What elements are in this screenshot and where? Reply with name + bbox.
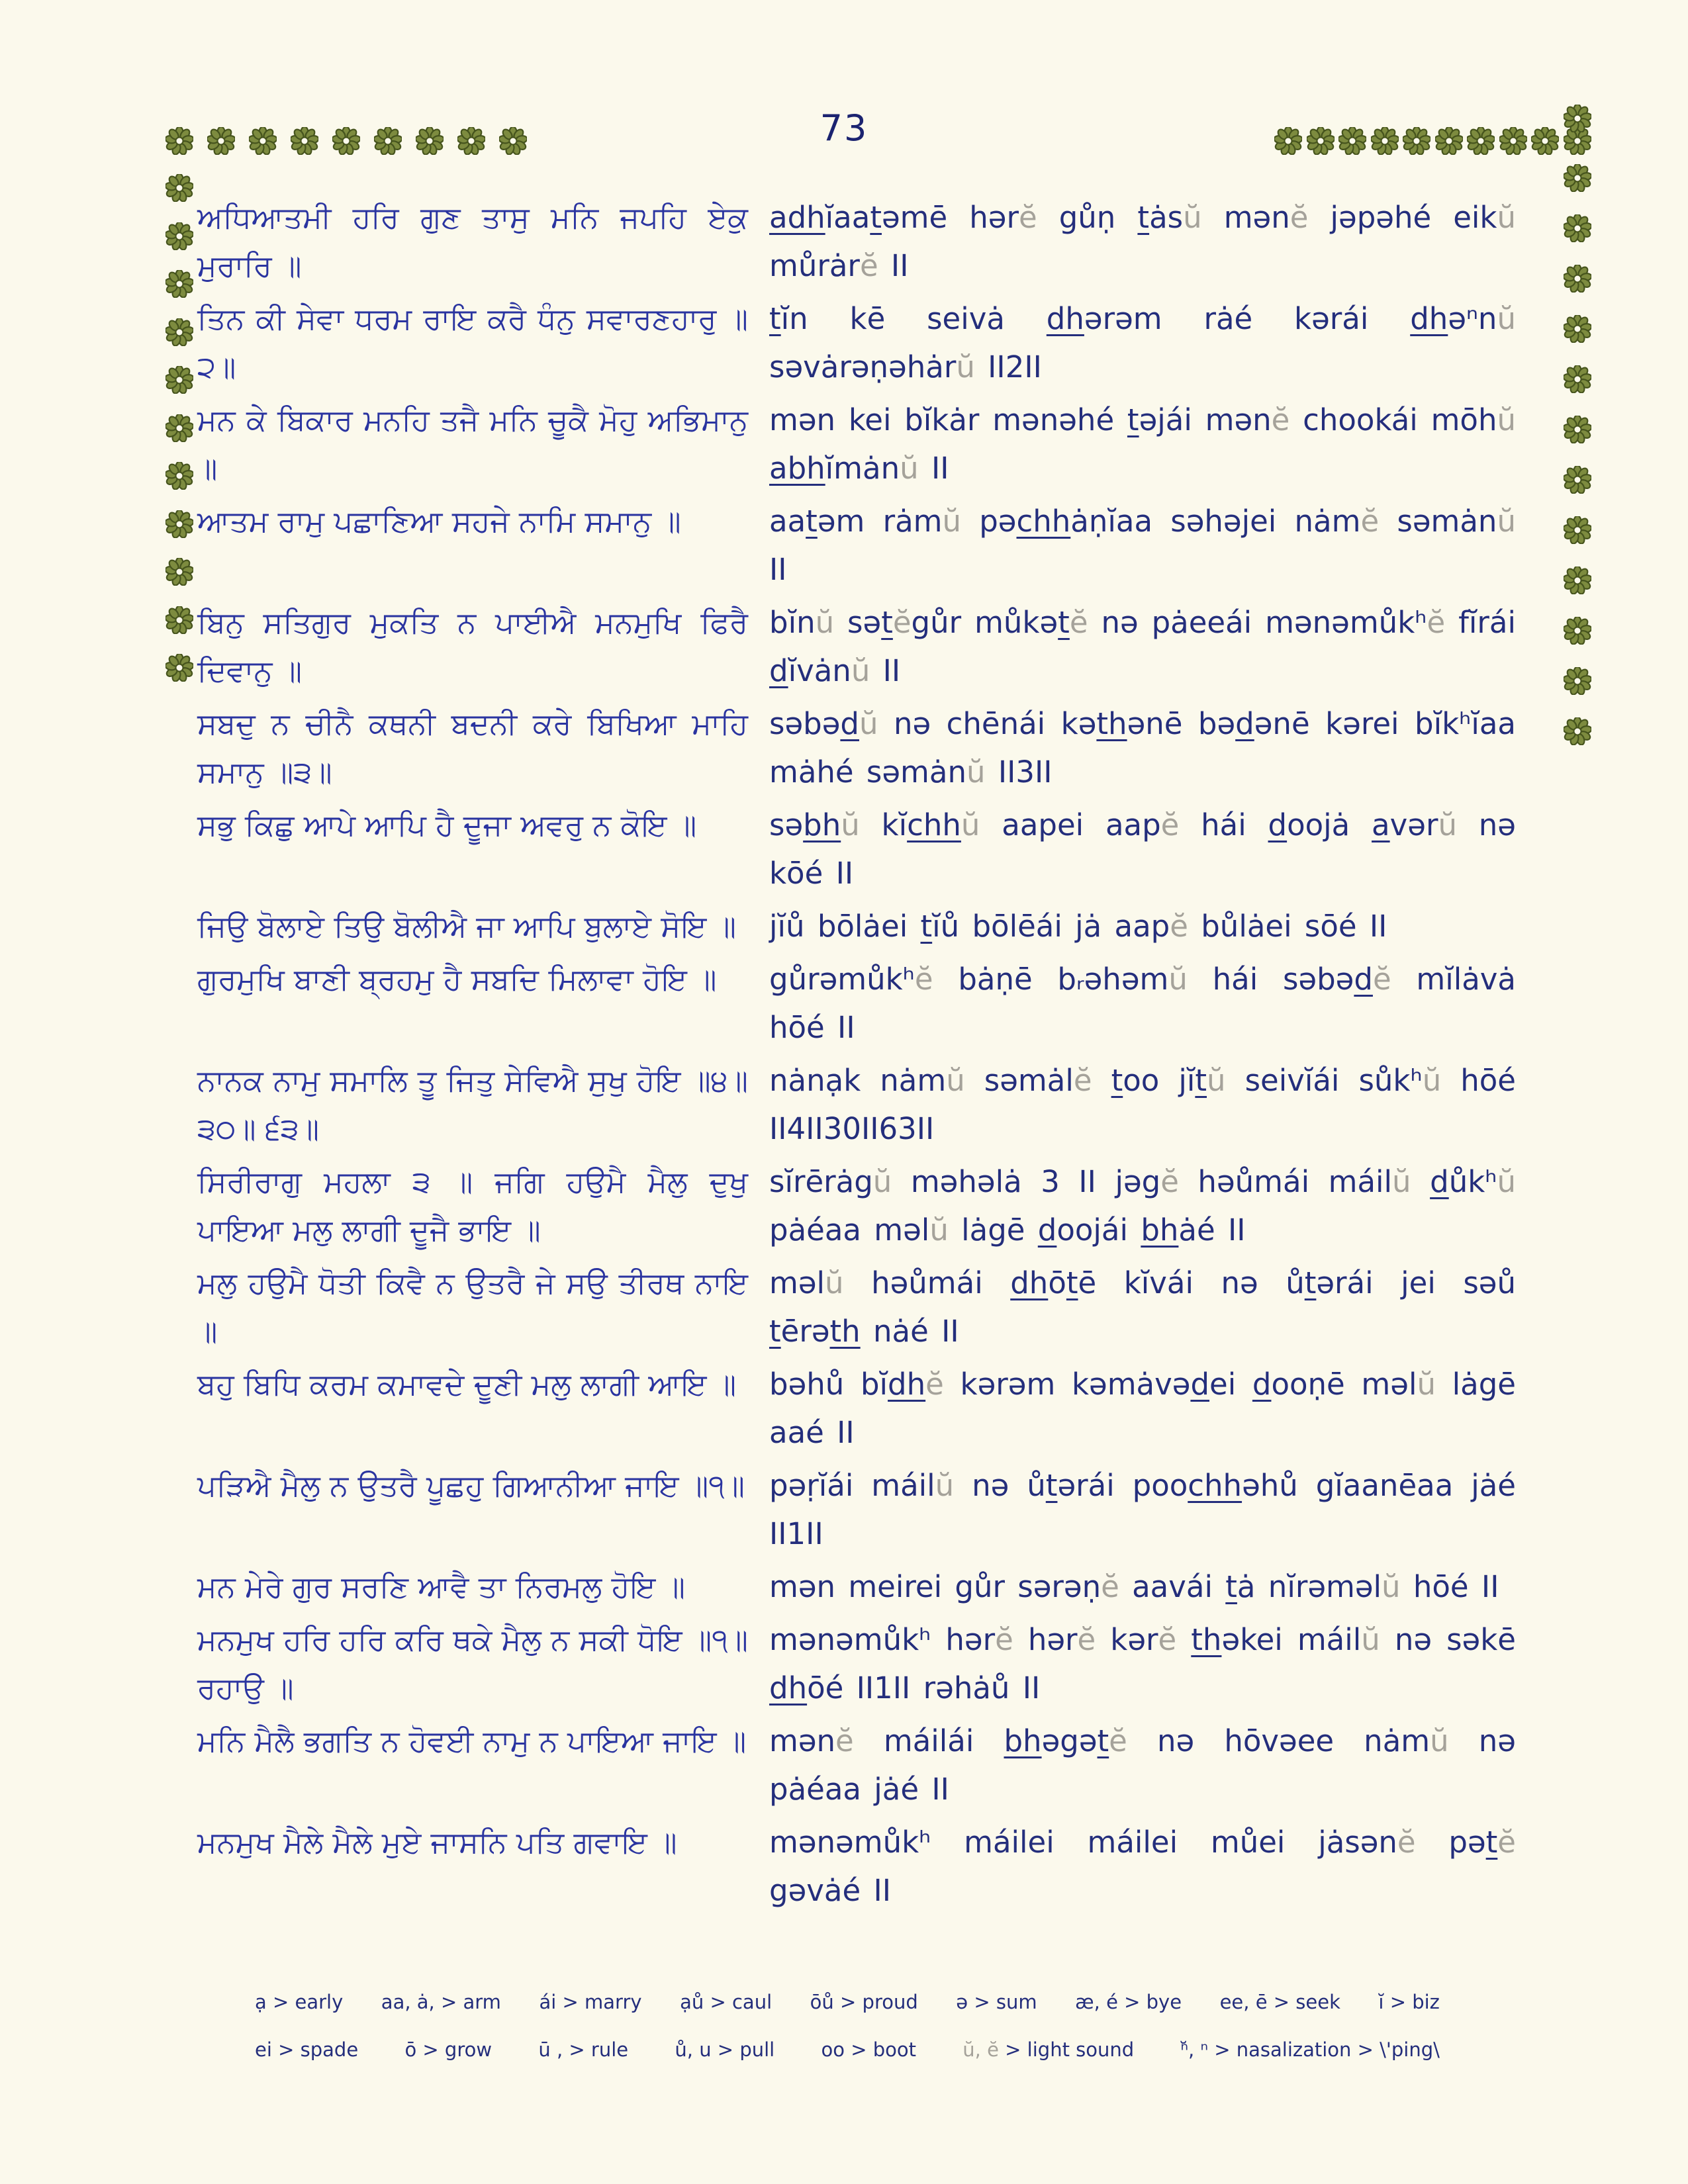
flower-icon [1564,315,1591,343]
gurmukhi-text: ਮਨ ਕੇ ਬਿਕਾਰ ਮਨਹਿ ਤਜੈ ਮਨਿ ਚੂਕੈ ਮੋਹੁ ਅਭਿਮਾਨੁ ॥ [197,402,748,486]
flower-icon [249,127,277,155]
flower-icon [165,222,193,250]
transliteration-text: mənəmůkʰ máilei máilei můei jȧsənĕ pətĕ gəvȧé II [769,1825,1516,1908]
flower-icon [165,654,193,682]
transliteration-text: gůrəmůkʰĕ bȧṇē bᵣəhəmŭ hái səbədĕ mĭlȧvȧ hōé II [769,962,1516,1045]
transliteration-text: bəhů bĭdhĕ kərəm kəmȧvədei dooṇē məlŭ lȧgē aaé II [769,1367,1516,1450]
flower-icon [1467,127,1495,155]
gurmukhi-text: ਸਿਰੀਰਾਗੁ ਮਹਲਾ ੩ ॥ ਜਗਿ ਹਉਮੈ ਮੈਲੁ ਦੁਖੁ ਪਾਇਆ ਮਲੁ ਲਾਗੀ ਦੂਜੈ ਭਾਇ ॥ [197,1164,748,1248]
legend-item: ĭ > biz [1378,1991,1440,2013]
flower-icon [165,174,193,202]
flower-icon [165,510,193,538]
transliteration-text: mənəmůkʰ hərĕ hərĕ kərĕ thəkei máilŭ nə səkē dhōé II1II rəhȧů II [769,1622,1516,1706]
flower-icon [165,558,193,586]
flower-icon [1564,416,1591,443]
legend-row-1 [255,1991,1440,2013]
flower-icon [207,127,235,155]
transliteration-text: aatəm rȧmŭ pəchhȧṇĭaa səhəjei nȧmĕ səmȧnŭ II [769,504,1516,587]
flower-icon [1371,127,1399,155]
flower-icon [416,127,444,155]
flower-icon [1274,127,1302,155]
gurmukhi-text: ਤਿਨ ਕੀ ਸੇਵਾ ਧਰਮ ਰਾਇ ਕਰੈ ਧੰਨੁ ਸਵਾਰਣਹਾਰੁ ॥੨॥ [197,301,748,385]
flower-icon [457,127,485,155]
transliteration-text: sĭrērȧgŭ məhəlȧ 3 II jəgĕ həůmái máilŭ důkʰŭ pȧéaa məlŭ lȧgē doojái bhȧé II [769,1164,1516,1248]
legend-row-2 [255,2038,1440,2061]
gurmukhi-text: ਬਹੁ ਬਿਧਿ ਕਰਮ ਕਮਾਵਦੇ ਦੂਣੀ ਮਲੁ ਲਾਗੀ ਆਇ ॥ [197,1367,737,1402]
flower-icon [1499,127,1527,155]
gurmukhi-text: ਜਿਉ ਬੋਲਾਏ ਤਿਉ ਬੋਲੀਐ ਜਾ ਆਪਿ ਬੁਲਾਏ ਸੋਇ ॥ [197,909,737,944]
flower-icon [1564,617,1591,645]
page-number: 73 [820,107,868,149]
flower-icon [1307,127,1335,155]
flower-icon [1531,127,1559,155]
gurmukhi-text: ਅਧਿਆਤਮੀ ਹਰਿ ਗੁਣ ਤਾਸੁ ਮਨਿ ਜਪਹਿ ਏਕੁ ਮੁਰਾਰਿ ॥ [197,200,748,283]
legend-item: ái > marry [539,1991,642,2013]
flower-icon [165,366,193,394]
verse-table [197,193,1516,1915]
transliteration-text: jĭů bōlȧei tĭů bōlēái jȧ aapĕ bůlȧei sōé II [769,909,1387,944]
legend-item: ei > spade [255,2038,359,2061]
flower-icon [165,270,193,298]
gurmukhi-text: ਸਭੁ ਕਿਛੁ ਆਪੇ ਆਪਿ ਹੈ ਦੂਜਾ ਅਵਰੁ ਨ ਕੋਇ ॥ [197,807,697,842]
legend-item: oo > boot [821,2038,916,2061]
legend-item: æ, é > bye [1075,1991,1182,2013]
transliteration-text: tĭn kē seivȧ dhərəm rȧé kərái dhəⁿnŭ səvȧrəṇəhȧrŭ II2II [769,301,1516,385]
legend-item: ōů > proud [810,1991,918,2013]
gurmukhi-text: ਮਨਮੁਖ ਹਰਿ ਹਰਿ ਕਰਿ ਥਕੇ ਮੈਲੁ ਨ ਸਕੀ ਧੋਇ ॥੧॥ ਰਹਾਉ ॥ [197,1622,748,1706]
transliteration-text: adhĭaatəmē hərĕ gůṇ tȧsŭ mənĕ jəpəhé eikŭ můrȧrĕ II [769,200,1516,283]
flower-icon [291,127,318,155]
gurmukhi-text: ਪੜਿਐ ਮੈਲੁ ਨ ਉਤਰੈ ਪੂਛਹੁ ਗਿਆਨੀਆ ਜਾਇ ॥੧॥ [197,1468,745,1503]
flower-icon [165,318,193,346]
transliteration-text: nȧnạk nȧmŭ səmȧlĕ too jĭtŭ seivĭái sůkʰŭ hōé II4II30II63II [769,1063,1516,1146]
legend-item: ə > sum [956,1991,1037,2013]
flower-icon [1564,567,1591,594]
transliteration-text: səbədŭ nə chēnái kəthənē bədənē kərei bĭkʰĭaa mȧhé səmȧnŭ II3II [769,706,1516,790]
legend-item: ů, u > pull [675,2038,775,2061]
gurmukhi-text: ਬਿਨੁ ਸਤਿਗੁਰ ਮੁਕਤਿ ਨ ਪਾਈਐ ਮਨਮੁਖਿ ਫਿਰੈ ਦਿਵਾਨੁ ॥ [197,605,748,688]
legend-item: ŭ, ĕ > light sound [962,2038,1135,2061]
transliteration-text: mən kei bĭkȧr mənəhé təjái mənĕ chookái mōhŭ abhĭmȧnŭ II [769,402,1516,486]
flower-icon [165,462,193,490]
pronunciation-legend [255,1991,1440,2061]
legend-item: ū , > rule [538,2038,629,2061]
gurmukhi-text: ਮਨਿ ਮੈਲੈ ਭਗਤਿ ਨ ਹੋਵਈ ਨਾਮੁ ਨ ਪਾਇਆ ਜਾਇ ॥ [197,1723,747,1758]
flower-icon [1564,164,1591,192]
flower-icon [1435,127,1463,155]
legend-item: aa, ȧ, > arm [381,1991,501,2013]
gurmukhi-text: ਆਤਮ ਰਾਮੁ ਪਛਾਣਿਆ ਸਹਜੇ ਨਾਮਿ ਸਮਾਨੁ ॥ [197,504,681,539]
flower-icon [332,127,360,155]
flower-icon [1564,717,1591,745]
gurmukhi-text: ਸਬਦੁ ਨ ਚੀਨੈ ਕਥਨੀ ਬਦਨੀ ਕਰੇ ਬਿਖਿਆ ਮਾਹਿ ਸਮਾਨੁ ॥੩॥ [197,706,748,790]
flower-icon [1564,265,1591,293]
legend-item: ạů > caul [680,1991,773,2013]
gurmukhi-text: ਗੁਰਮੁਖਿ ਬਾਣੀ ਬ੍ਰਹਮੁ ਹੈ ਸਬਦਿ ਮਿਲਾਵਾ ਹੋਇ ॥ [197,962,717,997]
flower-icon [1564,466,1591,494]
transliteration-text: mən meirei gůr sərəṇĕ aavái tȧ nĭrəməlŭ hōé II [769,1569,1499,1604]
gurmukhi-text: ਮਨ ਮੇਰੇ ਗੁਰ ਸਰਣਿ ਆਵੈ ਤਾ ਨਿਰਮਲੁ ਹੋਇ ॥ [197,1569,685,1604]
flower-icon [1564,516,1591,544]
transliteration-text: səbhŭ kĭchhŭ aapei aapĕ hái doojȧ avərŭ nə kōé II [769,807,1516,891]
flower-icon [374,127,402,155]
flower-icon [499,127,527,155]
transliteration-text: pəṛĭái máilŭ nə ůtərái poochhəhů gĭaanēaa jȧé II1II [769,1468,1516,1551]
legend-item: ⁿ̆, ⁿ > nasalization > \'ping\ [1180,2038,1440,2061]
transliteration-text: mənĕ máilái bhəgətĕ nə hōvəee nȧmŭ nə pȧéaa jȧé II [769,1723,1516,1807]
transliteration-text: bĭnŭ sətĕgůr můkətĕ nə pȧeeái mənəmůkʰĕ fĭrái dĭvȧnŭ II [769,605,1516,688]
flower-icon [1564,214,1591,242]
flower-icon [165,606,193,634]
flower-icon [1564,667,1591,695]
flower-icon [165,414,193,442]
flower-icon [1403,127,1430,155]
gurmukhi-text: ਮਨਮੁਖ ਮੈਲੇ ਮੈਲੇ ਮੁਏ ਜਾਸਨਿ ਪਤਿ ਗਵਾਇ ॥ [197,1825,677,1860]
flower-icon [1338,127,1366,155]
flower-icon [1564,105,1591,132]
legend-item: ō > grow [404,2038,492,2061]
gurmukhi-text: ਮਲੁ ਹਉਮੈ ਧੋਤੀ ਕਿਵੈ ਨ ਉਤਰੈ ਜੇ ਸਉ ਤੀਰਥ ਨਾਇ ॥ [197,1265,748,1349]
legend-item: ạ > early [255,1991,344,2013]
gurmukhi-text: ਨਾਨਕ ਨਾਮੁ ਸਮਾਲਿ ਤੂ ਜਿਤੁ ਸੇਵਿਐ ਸੁਖੁ ਹੋਇ ॥੪॥੩੦॥ ੬੩॥ [197,1063,748,1146]
flower-icon [1564,365,1591,393]
flower-icon [165,127,193,155]
legend-item: ee, ē > seek [1219,1991,1340,2013]
transliteration-text: məlŭ həůmái dhōtē kĭvái nə ůtərái jei səů tērəth nȧé II [769,1265,1516,1349]
